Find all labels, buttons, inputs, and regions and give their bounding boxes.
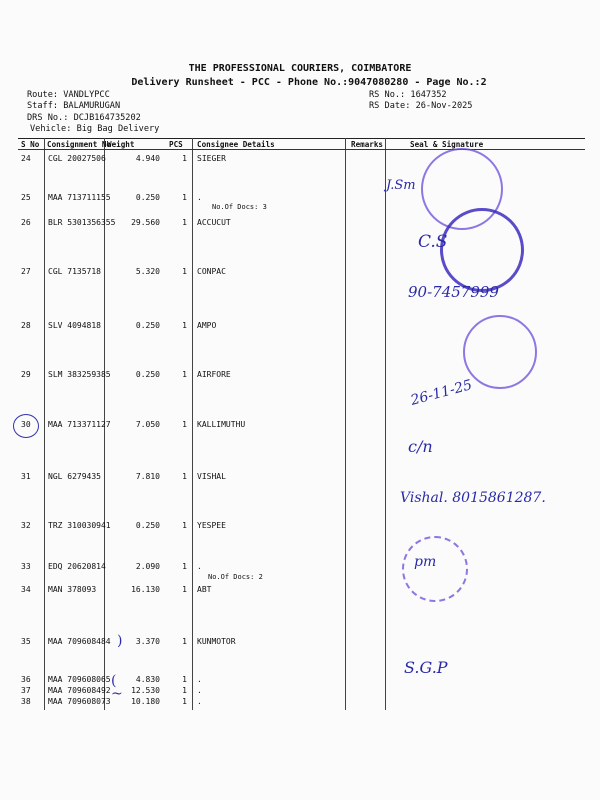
cell-weight: 29.560 — [131, 218, 160, 227]
column-divider — [385, 138, 386, 710]
cell-sno: 26 — [21, 218, 31, 227]
cell-consignee: . — [197, 697, 202, 706]
cell-sno: 28 — [21, 321, 31, 330]
cell-consignment: BLR 5301356355 — [48, 218, 116, 227]
cell-sno: 33 — [21, 562, 31, 571]
company-heading: THE PROFESSIONAL COURIERS, COIMBATORE — [188, 63, 412, 74]
cell-consignment: MAA 709608484 — [48, 637, 111, 646]
cell-weight: 16.130 — [131, 585, 160, 594]
col-seal-header: Seal & Signature — [410, 140, 484, 149]
cell-sno: 38 — [21, 697, 31, 706]
cell-consignee: KALLIMUTHU — [197, 420, 246, 429]
cell-consignment: MAA 713371127 — [48, 420, 111, 429]
cell-pcs: 1 — [182, 154, 187, 163]
vehicle-info: Vehicle: Big Bag Delivery — [30, 124, 160, 134]
cell-sno: 36 — [21, 675, 31, 684]
hand-drawn-mark: ) — [117, 633, 123, 649]
col-consignment-header: Consignment No — [47, 140, 112, 149]
cell-consignee: SIEGER — [197, 154, 226, 163]
cell-sno: 29 — [21, 370, 31, 379]
cell-sno: 32 — [21, 521, 31, 530]
cell-pcs: 1 — [182, 686, 187, 695]
cell-pcs: 1 — [182, 420, 187, 429]
cell-weight: 3.370 — [135, 637, 160, 646]
company-seal-stamp — [463, 315, 537, 389]
company-seal-stamp — [440, 208, 524, 292]
hand-drawn-mark: ~ — [111, 686, 123, 702]
cell-sno: 31 — [21, 472, 31, 481]
cell-sno: 25 — [21, 193, 31, 202]
cell-consignment: CGL 20027506 — [48, 154, 106, 163]
cell-pcs: 1 — [182, 521, 187, 530]
rs-number: RS No.: 1647352 — [369, 90, 447, 100]
cell-weight: 2.090 — [135, 562, 160, 571]
handwritten-signature: J.Sm — [386, 178, 416, 193]
cell-consignment: TRZ 310030941 — [48, 521, 111, 530]
header-rule — [18, 149, 585, 150]
cell-consignee: ACCUCUT — [197, 218, 231, 227]
cell-pcs: 1 — [182, 321, 187, 330]
col-consignee-header: Consignee Details — [197, 140, 275, 149]
cell-consignment: MAA 713711155 — [48, 193, 111, 202]
docs-count: No.Of Docs: 2 — [208, 573, 263, 581]
cell-weight: 0.250 — [135, 370, 160, 379]
handwritten-signature: 26-11-25 — [409, 377, 474, 409]
col-remarks-header: Remarks — [351, 140, 384, 149]
cell-consignment: MAA 709608492 — [48, 686, 111, 695]
cell-consignment: SLV 4094818 — [48, 321, 101, 330]
cell-consignment: SLM 383259385 — [48, 370, 111, 379]
drs-number: DRS No.: DCJB164735202 — [27, 113, 141, 123]
cell-consignee: AMPO — [197, 321, 217, 330]
col-pcs-header: PCS — [169, 140, 183, 149]
cell-consignment: MAA 709608073 — [48, 697, 111, 706]
cell-weight: 4.940 — [135, 154, 160, 163]
cell-consignee: CONPAC — [197, 267, 226, 276]
column-divider — [44, 138, 45, 710]
cell-pcs: 1 — [182, 675, 187, 684]
cell-weight: 7.050 — [135, 420, 160, 429]
cell-pcs: 1 — [182, 637, 187, 646]
docs-count: No.Of Docs: 3 — [212, 203, 267, 211]
cell-consignee: . — [197, 193, 202, 202]
col-sno-header: S No — [21, 140, 40, 149]
staff-info: Staff: BALAMURUGAN — [27, 101, 121, 111]
handwritten-signature: pm — [414, 554, 437, 570]
handwritten-signature: S.G.P — [404, 658, 448, 677]
col-weight-header: Weight — [107, 140, 135, 149]
cell-sno: 24 — [21, 154, 31, 163]
cell-sno: 35 — [21, 637, 31, 646]
cell-pcs: 1 — [182, 218, 187, 227]
cell-consignment: MAA 709608065 — [48, 675, 111, 684]
cell-pcs: 1 — [182, 193, 187, 202]
cell-consignee: KUNMOTOR — [197, 637, 236, 646]
handwritten-signature: C.S — [418, 232, 448, 252]
hand-drawn-mark: ( — [111, 673, 117, 689]
cell-consignment: EDQ 20620814 — [48, 562, 106, 571]
cell-weight: 7.810 — [135, 472, 160, 481]
cell-consignee: . — [197, 675, 202, 684]
cell-pcs: 1 — [182, 585, 187, 594]
cell-pcs: 1 — [182, 697, 187, 706]
cell-weight: 0.250 — [135, 321, 160, 330]
cell-consignee: AIRFORE — [197, 370, 231, 379]
cell-weight: 4.830 — [135, 675, 160, 684]
cell-consignee: ABT — [197, 585, 212, 594]
cell-weight: 12.530 — [131, 686, 160, 695]
cell-consignee: . — [197, 562, 202, 571]
cell-sno: 30 — [21, 420, 31, 429]
handwritten-note: c/n — [408, 437, 433, 456]
cell-sno: 34 — [21, 585, 31, 594]
route-info: Route: VANDLYPCC — [27, 90, 110, 100]
cell-consignee: . — [197, 686, 202, 695]
cell-consignment: MAN 378093 — [48, 585, 97, 594]
cell-consignee: VISHAL — [197, 472, 226, 481]
cell-sno: 37 — [21, 686, 31, 695]
runsheet-title: Delivery Runsheet - PCC - Phone No.:9047080280 - Page No.:2 — [131, 77, 487, 88]
rs-date: RS Date: 26-Nov-2025 — [369, 101, 473, 111]
cell-pcs: 1 — [182, 562, 187, 571]
cell-consignment: CGL 7135718 — [48, 267, 101, 276]
cell-pcs: 1 — [182, 472, 187, 481]
hand-drawn-circle — [13, 414, 39, 438]
cell-consignee: YESPEE — [197, 521, 226, 530]
cell-weight: 5.320 — [135, 267, 160, 276]
column-divider — [192, 138, 193, 710]
cell-sno: 27 — [21, 267, 31, 276]
handwritten-signature: Vishal. 8015861287. — [400, 490, 546, 506]
cell-consignment: NGL 6279435 — [48, 472, 101, 481]
cell-weight: 10.180 — [131, 697, 160, 706]
column-divider — [345, 138, 346, 710]
cell-weight: 0.250 — [135, 521, 160, 530]
cell-pcs: 1 — [182, 370, 187, 379]
cell-pcs: 1 — [182, 267, 187, 276]
handwritten-note: 90-7457999 — [408, 283, 499, 301]
cell-weight: 0.250 — [135, 193, 160, 202]
